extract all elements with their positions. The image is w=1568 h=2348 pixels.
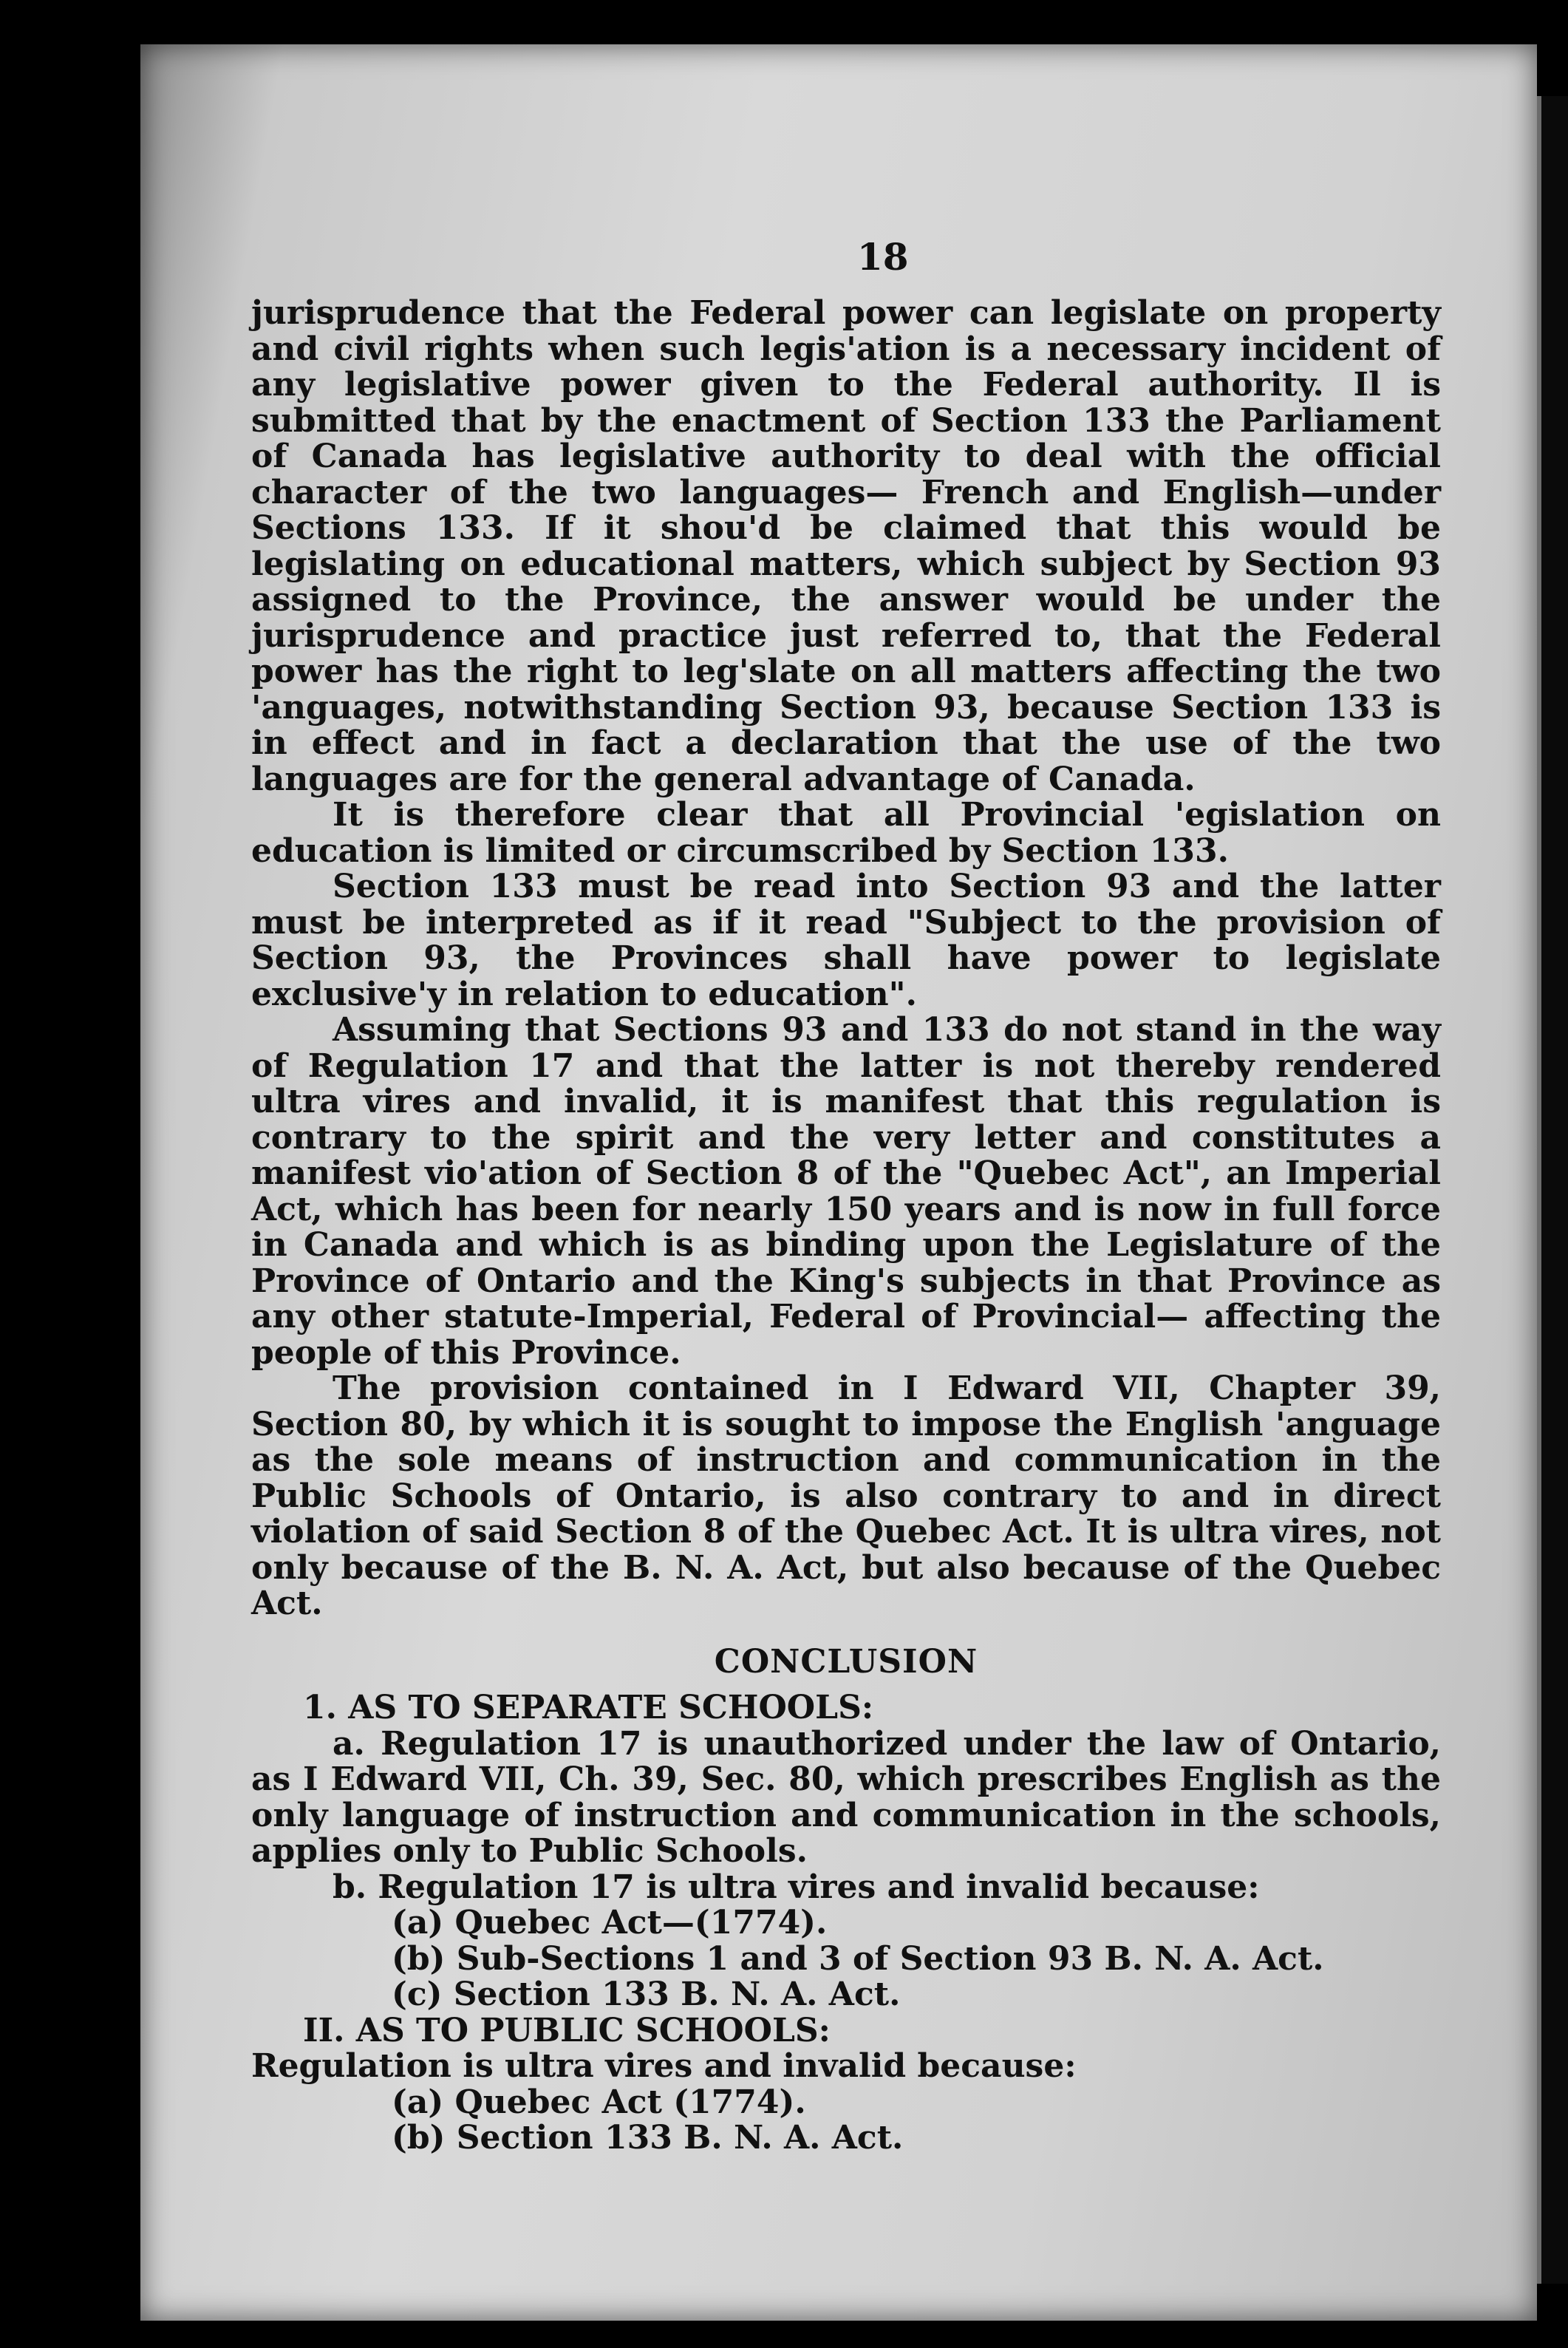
section-1-b-item: (b) Sub-Sections 1 and 3 of Section 93 B. N. A. Act. [392, 1939, 1324, 1978]
paragraph-4: Assuming that Sections 93 and 133 do not stand in the way of Regulation 17 and that the latter is not thereby rendered ultra vires and invalid, it is manifest that this regulation is contrary to the spirit and the very letter and constitutes a manifest vio'ation of Section 8 of the "Quebec Act", an Imperial Act, which has been for nearly 150 years and is now in full force in Canada and which is as binding upon the Legislature of the Province of Ontario and the King's subjects in that Province as any other statute-Imperial, Federal of Provincial— affecting the people of this Province. [251, 1011, 1441, 1372]
section-2-item: (a) Quebec Act (1774). [392, 2083, 806, 2121]
page-number: 18 [857, 235, 909, 279]
section-2-title: II. AS TO PUBLIC SCHOOLS: [303, 2011, 831, 2049]
section-2-intro: Regulation is ultra vires and invalid because: [251, 2047, 1077, 2085]
conclusion-section-1 [251, 1690, 1441, 2013]
paragraph-1: jurisprudence that the Federal power can legislate on property and civil rights when such legis'ation is a necessary incident of any legislative power given to the Federal authority. Il is submitted that by the enactment of Section 133 the Parliament of Canada has legislative authority to deal with the official character of the two languages— French and English—under Sections 133. If it shou'd be claimed that this would be legislating on educational matters, which subject by Section 93 assigned to the Province, the answer would be under the jurisprudence and practice just referred to, that the Federal power has the right to leg'slate on all matters affecting the two 'anguages, notwithstanding Section 93, because Section 133 is in effect and in fact a declaration that the use of the two languages are for the general advantage of Canada. [251, 294, 1441, 798]
document-body [251, 296, 1441, 2157]
section-1-title: 1. AS TO SEPARATE SCHOOLS: [303, 1689, 874, 1726]
section-1-b-item: (c) Section 133 B. N. A. Act. [392, 1976, 901, 2013]
section-1-b: b. Regulation 17 is ultra vires and invalid because: [333, 1868, 1260, 1906]
paragraph-5: The provision contained in I Edward VII, Chapter 39, Section 80, by which it is sought to impose the English 'anguage as the sole means of instruction and communication in the Public Schools of Ontario, is also contrary to and in direct violation of said Section 8 of the Quebec Act. It is ultra vires, not only because of the B. N. A. Act, but also because of the Quebec Act. [251, 1369, 1441, 1622]
section-2-item: (b) Section 133 B. N. A. Act. [392, 2119, 904, 2157]
paragraph-2: It is therefore clear that all Provincial 'egislation on education is limited or circumscribed by Section 133. [251, 796, 1441, 870]
facing-page-edge [1537, 96, 1568, 2284]
conclusion-heading: CONCLUSION [714, 1642, 978, 1681]
section-1-b-item: (a) Quebec Act—(1774). [392, 1904, 828, 1942]
paragraph-3: Section 133 must be read into Section 93 and the latter must be interpreted as if it read "Subject to the provision of Section 93, the Provinces shall have power to legislate exclusive'y in relation to education". [251, 868, 1441, 1013]
conclusion-section-2 [251, 2013, 1441, 2157]
section-1-a: a. Regulation 17 is unauthorized under the law of Ontario, as I Edward VII, Ch. 39, Sec. 80, which prescribes English as the only language of instruction and communication in the schools, applies only to Public Schools. [251, 1724, 1441, 1870]
